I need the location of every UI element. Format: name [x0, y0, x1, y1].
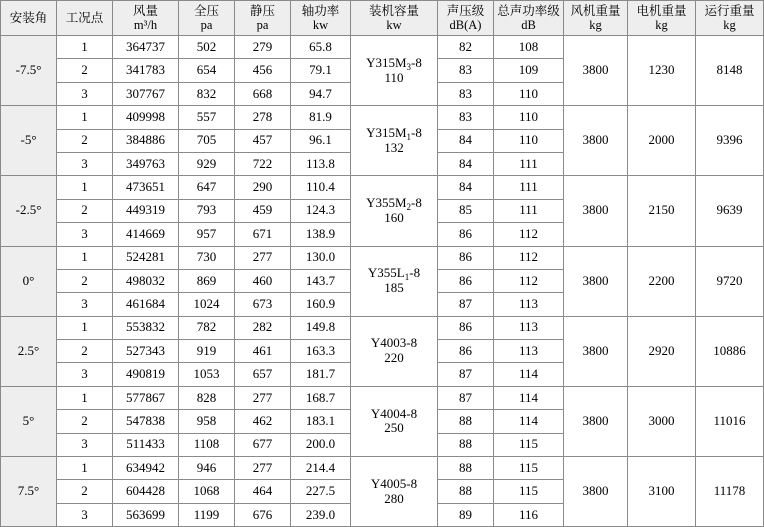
header-line-1: 风机重量 [570, 3, 621, 18]
sound-pressure-cell: 86 [438, 316, 494, 339]
install-angle-cell: -2.5° [1, 176, 57, 246]
total-pressure-cell: 1053 [179, 363, 235, 386]
header-line-2: m³/h [133, 18, 158, 32]
motor-model: Y4005-8 [370, 475, 418, 491]
sound-power-cell: 114 [494, 386, 564, 409]
operating-point-cell: 2 [57, 410, 113, 433]
shaft-power-cell: 138.9 [291, 223, 351, 246]
header-line-2: kg [655, 18, 668, 32]
operating-weight-cell: 11178 [696, 457, 764, 527]
header-row [1, 1, 764, 36]
operating-point-cell: 3 [57, 433, 113, 456]
header-line-2: pa [256, 18, 269, 32]
total-pressure-cell: 647 [179, 176, 235, 199]
shaft-power-cell: 163.3 [291, 340, 351, 363]
air-volume-cell: 527343 [113, 340, 179, 363]
sound-power-cell: 114 [494, 363, 564, 386]
operating-point-cell: 2 [57, 340, 113, 363]
sound-pressure-cell: 86 [438, 269, 494, 292]
operating-point-cell: 3 [57, 293, 113, 316]
operating-point-cell: 1 [57, 36, 113, 59]
total-pressure-cell: 832 [179, 82, 235, 105]
total-pressure-cell: 957 [179, 223, 235, 246]
operating-point-cell: 1 [57, 106, 113, 129]
table-row [1, 36, 764, 59]
static-pressure-cell: 668 [235, 82, 291, 105]
air-volume-cell: 490819 [113, 363, 179, 386]
total-pressure-cell: 557 [179, 106, 235, 129]
motor-weight-cell: 3000 [628, 386, 696, 456]
air-volume-cell: 473651 [113, 176, 179, 199]
static-pressure-cell: 459 [235, 199, 291, 222]
static-pressure-cell: 461 [235, 340, 291, 363]
installed-capacity-cell [351, 457, 438, 527]
operating-weight-cell: 11016 [696, 386, 764, 456]
sound-power-cell: 111 [494, 176, 564, 199]
motor-model: $Y355M_2-8$ [366, 194, 422, 212]
sound-pressure-cell: 88 [438, 433, 494, 456]
header-line-1: 静压 [249, 3, 275, 18]
static-pressure-cell: 657 [235, 363, 291, 386]
total-pressure-cell: 946 [179, 457, 235, 480]
air-volume-cell: 364737 [113, 36, 179, 59]
fan-weight-cell: 3800 [564, 246, 628, 316]
header-cell-sound-power-level [494, 1, 564, 36]
static-pressure-cell: 290 [235, 176, 291, 199]
header-line-2: dB [521, 18, 536, 32]
static-pressure-cell: 282 [235, 316, 291, 339]
operating-point-cell: 3 [57, 223, 113, 246]
header-line-2: dB(A) [449, 18, 482, 32]
shaft-power-cell: 181.7 [291, 363, 351, 386]
fan-weight-cell: 3800 [564, 316, 628, 386]
sound-pressure-cell: 83 [438, 82, 494, 105]
table-header [1, 1, 764, 36]
motor-weight-cell: 2200 [628, 246, 696, 316]
operating-point-cell: 1 [57, 176, 113, 199]
header-line-1: 风量 [132, 3, 158, 18]
shaft-power-cell: 214.4 [291, 457, 351, 480]
header-cell-air-volume [113, 1, 179, 36]
sound-power-cell: 113 [494, 316, 564, 339]
operating-point-cell: 1 [57, 457, 113, 480]
header-line-1: 声压级 [446, 3, 485, 18]
air-volume-cell: 307767 [113, 82, 179, 105]
static-pressure-cell: 277 [235, 386, 291, 409]
installed-capacity-cell [351, 246, 438, 316]
total-pressure-cell: 919 [179, 340, 235, 363]
header-line-1: 装机容量 [368, 3, 419, 18]
installed-capacity-cell [351, 316, 438, 386]
operating-point-cell: 3 [57, 82, 113, 105]
air-volume-cell: 547838 [113, 410, 179, 433]
sound-pressure-cell: 86 [438, 246, 494, 269]
motor-power: 280 [384, 490, 404, 506]
header-line-1: 总声功率级 [497, 3, 560, 18]
air-volume-cell: 563699 [113, 503, 179, 526]
header-line-1: 电机重量 [636, 3, 687, 18]
sound-power-cell: 114 [494, 410, 564, 433]
air-volume-cell: 384886 [113, 129, 179, 152]
air-volume-cell: 414669 [113, 223, 179, 246]
table-row [1, 316, 764, 339]
header-line-1: 全压 [193, 3, 219, 18]
static-pressure-cell: 676 [235, 503, 291, 526]
shaft-power-cell: 143.7 [291, 269, 351, 292]
operating-point-cell: 1 [57, 316, 113, 339]
operating-point-cell: 2 [57, 480, 113, 503]
static-pressure-cell: 278 [235, 106, 291, 129]
header-line-1: 运行重量 [704, 3, 755, 18]
motor-power: 250 [384, 420, 404, 436]
sound-pressure-cell: 84 [438, 152, 494, 175]
sound-pressure-cell: 89 [438, 503, 494, 526]
shaft-power-cell: 65.8 [291, 36, 351, 59]
air-volume-cell: 524281 [113, 246, 179, 269]
fan-weight-cell: 3800 [564, 457, 628, 527]
total-pressure-cell: 869 [179, 269, 235, 292]
motor-model: $Y355L_1-8$ [367, 265, 421, 283]
sound-pressure-cell: 84 [438, 129, 494, 152]
air-volume-cell: 577867 [113, 386, 179, 409]
static-pressure-cell: 722 [235, 152, 291, 175]
shaft-power-cell: 239.0 [291, 503, 351, 526]
shaft-power-cell: 113.8 [291, 152, 351, 175]
total-pressure-cell: 782 [179, 316, 235, 339]
sound-pressure-cell: 88 [438, 457, 494, 480]
sound-pressure-cell: 86 [438, 223, 494, 246]
motor-model: $Y315M_3-8$ [366, 54, 422, 72]
header-line-2: kg [589, 18, 602, 32]
sound-power-cell: 111 [494, 199, 564, 222]
air-volume-cell: 498032 [113, 269, 179, 292]
operating-weight-cell: 10886 [696, 316, 764, 386]
motor-model: $Y315M_1-8$ [366, 124, 422, 142]
shaft-power-cell: 168.7 [291, 386, 351, 409]
static-pressure-cell: 456 [235, 59, 291, 82]
motor-weight-cell: 2150 [628, 176, 696, 246]
sound-pressure-cell: 83 [438, 106, 494, 129]
shaft-power-cell: 124.3 [291, 199, 351, 222]
sound-pressure-cell: 85 [438, 199, 494, 222]
install-angle-cell: 0° [1, 246, 57, 316]
motor-power: 220 [384, 350, 404, 366]
motor-power: 110 [384, 69, 404, 85]
air-volume-cell: 511433 [113, 433, 179, 456]
table-row [1, 246, 764, 269]
header-cell-static-pressure [235, 1, 291, 36]
shaft-power-cell: 149.8 [291, 316, 351, 339]
shaft-power-cell: 227.5 [291, 480, 351, 503]
shaft-power-cell: 110.4 [291, 176, 351, 199]
header-line-2: kw [386, 18, 402, 32]
sound-pressure-cell: 84 [438, 176, 494, 199]
header-line-2: pa [200, 18, 213, 32]
table-row [1, 176, 764, 199]
operating-point-cell: 1 [57, 386, 113, 409]
operating-point-cell: 3 [57, 152, 113, 175]
sound-power-cell: 110 [494, 82, 564, 105]
installed-capacity-cell [351, 36, 438, 106]
static-pressure-cell: 277 [235, 246, 291, 269]
total-pressure-cell: 705 [179, 129, 235, 152]
shaft-power-cell: 200.0 [291, 433, 351, 456]
header-line-1: 轴功率 [301, 3, 340, 18]
fan-weight-cell: 3800 [564, 36, 628, 106]
air-volume-cell: 604428 [113, 480, 179, 503]
static-pressure-cell: 277 [235, 457, 291, 480]
operating-weight-cell: 9639 [696, 176, 764, 246]
header-cell-operating-weight [696, 1, 764, 36]
operating-point-cell: 2 [57, 59, 113, 82]
sound-power-cell: 108 [494, 36, 564, 59]
header-cell-install-angle [1, 1, 57, 36]
air-volume-cell: 349763 [113, 152, 179, 175]
sound-power-cell: 116 [494, 503, 564, 526]
operating-point-cell: 2 [57, 269, 113, 292]
shaft-power-cell: 79.1 [291, 59, 351, 82]
sound-power-cell: 110 [494, 129, 564, 152]
table-row [1, 386, 764, 409]
sound-power-cell: 112 [494, 269, 564, 292]
sound-power-cell: 109 [494, 59, 564, 82]
air-volume-cell: 461684 [113, 293, 179, 316]
air-volume-cell: 341783 [113, 59, 179, 82]
motor-power: 160 [384, 209, 404, 225]
operating-weight-cell: 9720 [696, 246, 764, 316]
total-pressure-cell: 958 [179, 410, 235, 433]
sound-pressure-cell: 87 [438, 386, 494, 409]
operating-weight-cell: 9396 [696, 106, 764, 176]
install-angle-cell: 2.5° [1, 316, 57, 386]
operating-point-cell: 2 [57, 129, 113, 152]
sound-pressure-cell: 83 [438, 59, 494, 82]
sound-power-cell: 112 [494, 246, 564, 269]
header-cell-shaft-power [291, 1, 351, 36]
motor-model: Y4004-8 [370, 405, 418, 421]
shaft-power-cell: 81.9 [291, 106, 351, 129]
total-pressure-cell: 828 [179, 386, 235, 409]
static-pressure-cell: 457 [235, 129, 291, 152]
table-row [1, 457, 764, 480]
total-pressure-cell: 793 [179, 199, 235, 222]
total-pressure-cell: 1108 [179, 433, 235, 456]
air-volume-cell: 449319 [113, 199, 179, 222]
header-line-1: 安装角 [9, 10, 48, 25]
motor-power: 132 [384, 139, 404, 155]
sound-power-cell: 110 [494, 106, 564, 129]
static-pressure-cell: 279 [235, 36, 291, 59]
sound-power-cell: 113 [494, 340, 564, 363]
header-cell-fan-weight [564, 1, 628, 36]
install-angle-cell: 7.5° [1, 457, 57, 527]
air-volume-cell: 553832 [113, 316, 179, 339]
header-line-2: kw [312, 18, 329, 32]
motor-model: Y4003-8 [370, 335, 418, 351]
air-volume-cell: 634942 [113, 457, 179, 480]
static-pressure-cell: 673 [235, 293, 291, 316]
sound-power-cell: 115 [494, 457, 564, 480]
shaft-power-cell: 96.1 [291, 129, 351, 152]
table-row [1, 106, 764, 129]
static-pressure-cell: 462 [235, 410, 291, 433]
shaft-power-cell: 183.1 [291, 410, 351, 433]
install-angle-cell: 5° [1, 386, 57, 456]
motor-weight-cell: 1230 [628, 36, 696, 106]
fan-weight-cell: 3800 [564, 386, 628, 456]
operating-weight-cell: 8148 [696, 36, 764, 106]
shaft-power-cell: 130.0 [291, 246, 351, 269]
installed-capacity-cell [351, 386, 438, 456]
static-pressure-cell: 464 [235, 480, 291, 503]
sound-power-cell: 115 [494, 433, 564, 456]
sound-power-cell: 111 [494, 152, 564, 175]
sound-pressure-cell: 86 [438, 340, 494, 363]
install-angle-cell: -5° [1, 106, 57, 176]
sound-pressure-cell: 88 [438, 410, 494, 433]
total-pressure-cell: 730 [179, 246, 235, 269]
static-pressure-cell: 677 [235, 433, 291, 456]
sound-power-cell: 112 [494, 223, 564, 246]
header-cell-total-pressure [179, 1, 235, 36]
operating-point-cell: 2 [57, 199, 113, 222]
motor-weight-cell: 2920 [628, 316, 696, 386]
motor-power: 185 [384, 280, 404, 296]
installed-capacity-cell [351, 176, 438, 246]
total-pressure-cell: 1199 [179, 503, 235, 526]
motor-weight-cell: 3100 [628, 457, 696, 527]
header-cell-operating-point [57, 1, 113, 36]
table-body [1, 36, 764, 527]
sound-power-cell: 115 [494, 480, 564, 503]
fan-weight-cell: 3800 [564, 106, 628, 176]
installed-capacity-cell [351, 106, 438, 176]
header-cell-motor-weight [628, 1, 696, 36]
sound-pressure-cell: 82 [438, 36, 494, 59]
header-cell-sound-pressure-level [438, 1, 494, 36]
header-line-2: kg [723, 18, 736, 32]
total-pressure-cell: 929 [179, 152, 235, 175]
motor-weight-cell: 2000 [628, 106, 696, 176]
air-volume-cell: 409998 [113, 106, 179, 129]
operating-point-cell: 3 [57, 363, 113, 386]
operating-point-cell: 3 [57, 503, 113, 526]
header-line-1: 工况点 [65, 10, 104, 25]
sound-pressure-cell: 88 [438, 480, 494, 503]
static-pressure-cell: 671 [235, 223, 291, 246]
total-pressure-cell: 502 [179, 36, 235, 59]
shaft-power-cell: 160.9 [291, 293, 351, 316]
static-pressure-cell: 460 [235, 269, 291, 292]
fan-weight-cell: 3800 [564, 176, 628, 246]
shaft-power-cell: 94.7 [291, 82, 351, 105]
header-cell-installed-capacity [351, 1, 438, 36]
total-pressure-cell: 1068 [179, 480, 235, 503]
total-pressure-cell: 654 [179, 59, 235, 82]
sound-pressure-cell: 87 [438, 363, 494, 386]
sound-pressure-cell: 87 [438, 293, 494, 316]
sound-power-cell: 113 [494, 293, 564, 316]
total-pressure-cell: 1024 [179, 293, 235, 316]
operating-point-cell: 1 [57, 246, 113, 269]
install-angle-cell: -7.5° [1, 36, 57, 106]
